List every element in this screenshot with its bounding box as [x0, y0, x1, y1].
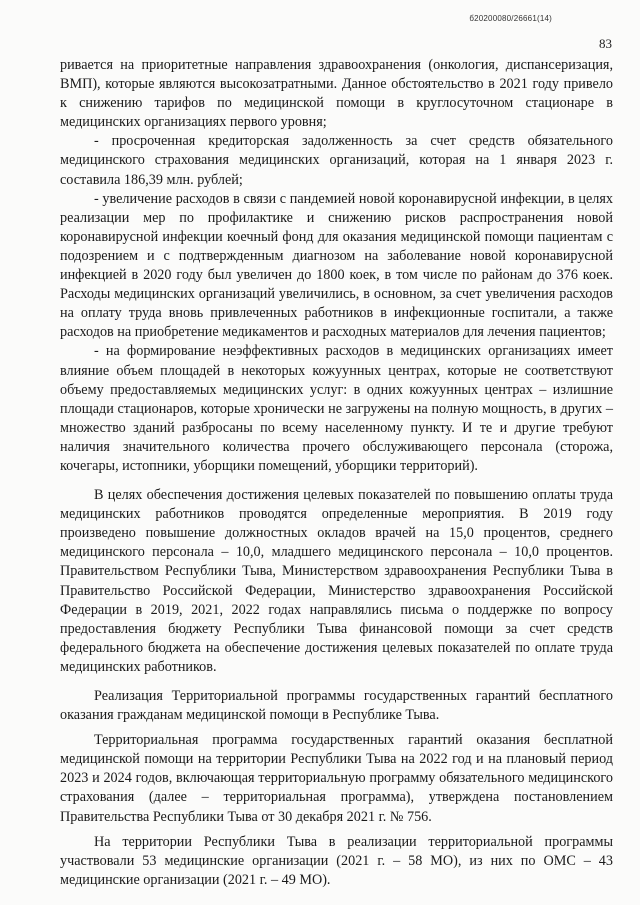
- paragraph-salary-targets: В целях обеспечения достижения целевых показателей по повышению оплаты труда медицинских работников проводятся определенные мероприятия. В 2019 году произведено повышение должностных окладов врачей на 15,0 процентов, среднего медицинского персонала – 10,0, младшего медицинского персонала – 10,0 процентов. Правительством Республики Тыва, Министерством здравоохранения Республики Тыва в Правительство Российской Федерации, Министерство здравоохранения Российской Федерации в 2019, 2021, 2022 годах направлялись письма о поддержке по вопросу предоставления бюджету Республики Тыва финансовой помощи за счет средств федерального бюджета на обеспечение достижения целевых показателей по оплате труда медицинских работников.: [60, 487, 613, 675]
- body-text: [60, 56, 613, 890]
- page-number: 83: [599, 36, 612, 51]
- paragraph-continuation: ривается на приоритетные направления здравоохранения (онкология, диспансеризация, ВМП), которые являются высокозатратными. Данное обстоятельство в 2021 году привело к снижению тарифов по медицинской помощи в круглосуточном стационаре в медицинских организациях первого уровня;: [60, 57, 613, 131]
- paragraph-pandemic-costs: - увеличение расходов в связи с пандемией новой коронавирусной инфекции, в целях реализации мер по профилактике и снижению рисков распространения новой коронавирусной инфекции коечный фонд для оказания медицинской помощи пациентам с подозрением и с подтвержденным диагнозом на заболевание новой коронавирусной инфекцией в 2020 году был увеличен до 1800 коек, в том числе по районам до 376 коек. Расходы медицинских организаций увеличились, в основном, за счет увеличения расходов на оплату труда вновь привлеченных работников в инфекционные госпитали, а также расходов на приобретение медикаментов и расходных материалов для лечения пациентов;: [60, 190, 613, 341]
- paragraph-program-heading: Реализация Территориальной программы государственных гарантий бесплатного оказания гражданам медицинской помощи в Республике Тыва.: [60, 688, 613, 724]
- paragraph-participants: На территории Республики Тыва в реализации территориальной программы участвовали 53 медицинские организации (2021 г. – 58 МО), из них по ОМС – 43 медицинские организации (2021 г. – 49 МО).: [60, 833, 613, 888]
- paragraph-inefficient-costs: - на формирование неэффективных расходов в медицинских организациях имеет влияние объем площадей в некоторых кожуунных центрах, которые не соответствуют объему предоставляемых медицинских услуг: в одних кожуунных центрах – излишние площади стационаров, которые хронически не загружены на полную мощность, в других – множество зданий разбросаны по всему населенному пункту. И те и другие требуют наличия значительного количества прочего обслуживающего персонала (сторожа, кочегары, истопники, уборщики помещений, уборщики территорий).: [60, 343, 613, 474]
- document-code: б20200080/26661(14): [469, 14, 552, 23]
- paragraph-overdue-debt: - просроченная кредиторская задолженность за счет средств обязательного медицинского страхования медицинских организаций, которая на 1 января 2023 г. составила 186,39 млн. рублей;: [60, 133, 613, 188]
- paragraph-territorial-program: Территориальная программа государственных гарантий оказания бесплатной медицинской помощи на территории Республики Тыва на 2022 год и на плановый период 2023 и 2024 годов, включающая территориальную программу обязательного медицинского страхования (далее – территориальная программа), утверждена постановлением Правительства Республики Тыва от 30 декабря 2021 г. № 756.: [60, 732, 613, 825]
